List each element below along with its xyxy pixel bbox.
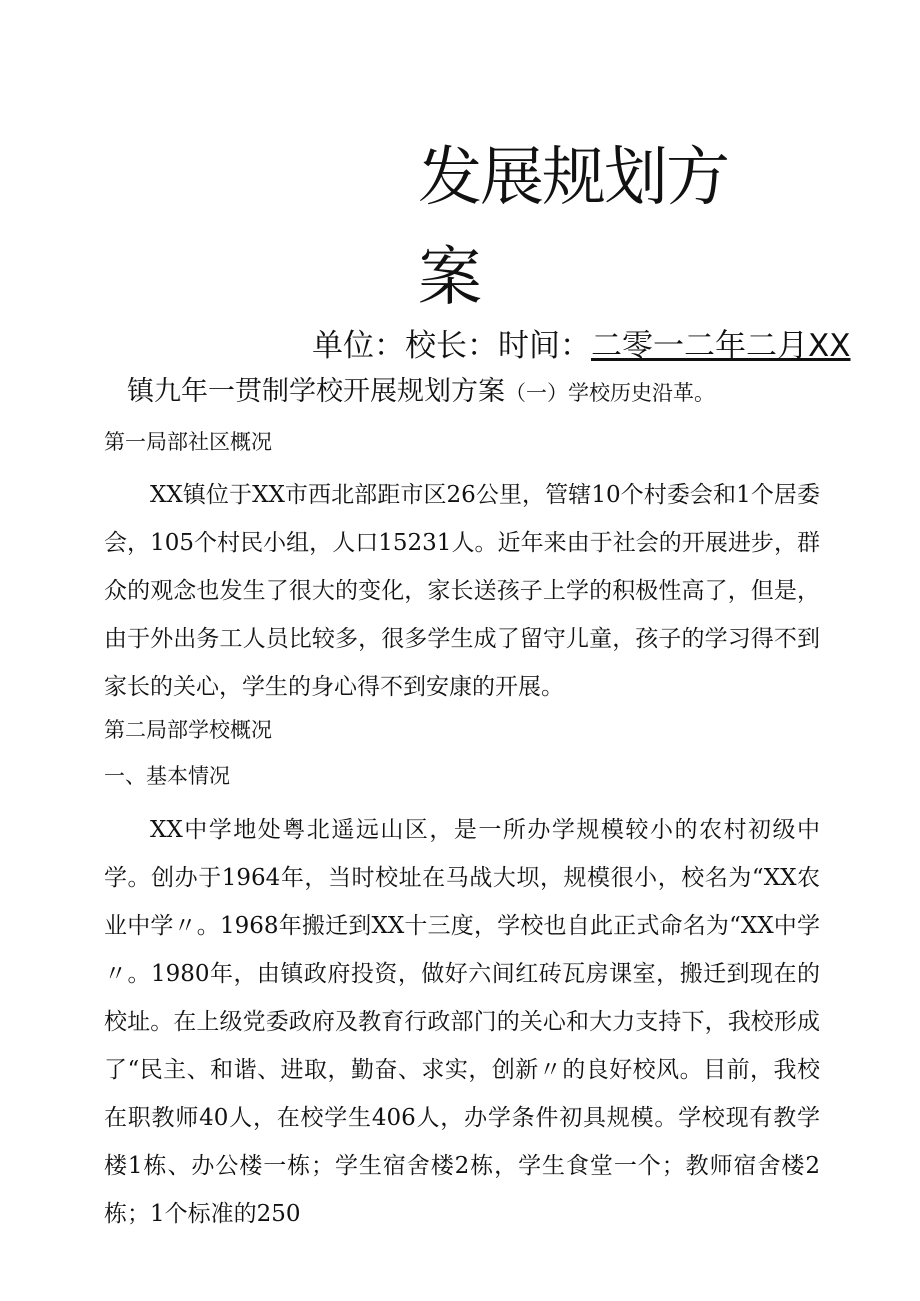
- meta-labels: 单位：校长：时间：: [312, 328, 591, 364]
- subsection-heading-basic: 一、基本情况: [104, 764, 230, 788]
- document-meta-line: [312, 328, 850, 365]
- paragraph-basic-info: XX中学地处粤北遥远山区，是一所办学规模较小的农村初级中学。创办于1964年，当时校址在马战大坝，规模很小，校名为“XX农业中学〃。1968年搬迁到XX十三度，学校也自此正式命名为“XX中学〃。1980年，由镇政府投资，做好六间红砖瓦房课室，搬迁到现在的校址。在上级党委政府及教育行政部门的关心和大力支持下，我校形成了“民主、和谐、进取，勤奋、求实，创新〃的良好校风。目前，我校在职教师40人，在校学生406人，办学条件初具规模。学校现有教学楼1栋、办公楼一栋；学生宿舍楼2栋，学生食堂一个；教师宿舍楼2栋；1个标准的250: [104, 817, 820, 1227]
- meta-date: 二零一二年二月XX: [591, 328, 851, 364]
- section-heading-school: 第二局部学校概况: [104, 718, 272, 742]
- section-heading-community: 第一局部社区概况: [104, 430, 272, 454]
- document-title-line-2: 案: [418, 241, 480, 315]
- document-title-line-1: 发展规划方: [418, 141, 728, 215]
- subtitle-tail: （一）学校历史沿革。: [505, 381, 715, 405]
- subtitle-main: 镇九年一贯制学校开展规划方案: [127, 376, 505, 407]
- document-subtitle: [127, 376, 715, 408]
- paragraph-community: XX镇位于XX市西北部距市区26公里，管辖10个村委会和1个居委会，105个村民小组，人口15231人。近年来由于社会的开展进步，群众的观念也发生了很大的变化，家长送孩子上学的积极性高了，但是，由于外出务工人员比较多，很多学生成了留守儿童，孩子的学习得不到家长的关心，学生的身心得不到安康的开展。: [104, 482, 820, 700]
